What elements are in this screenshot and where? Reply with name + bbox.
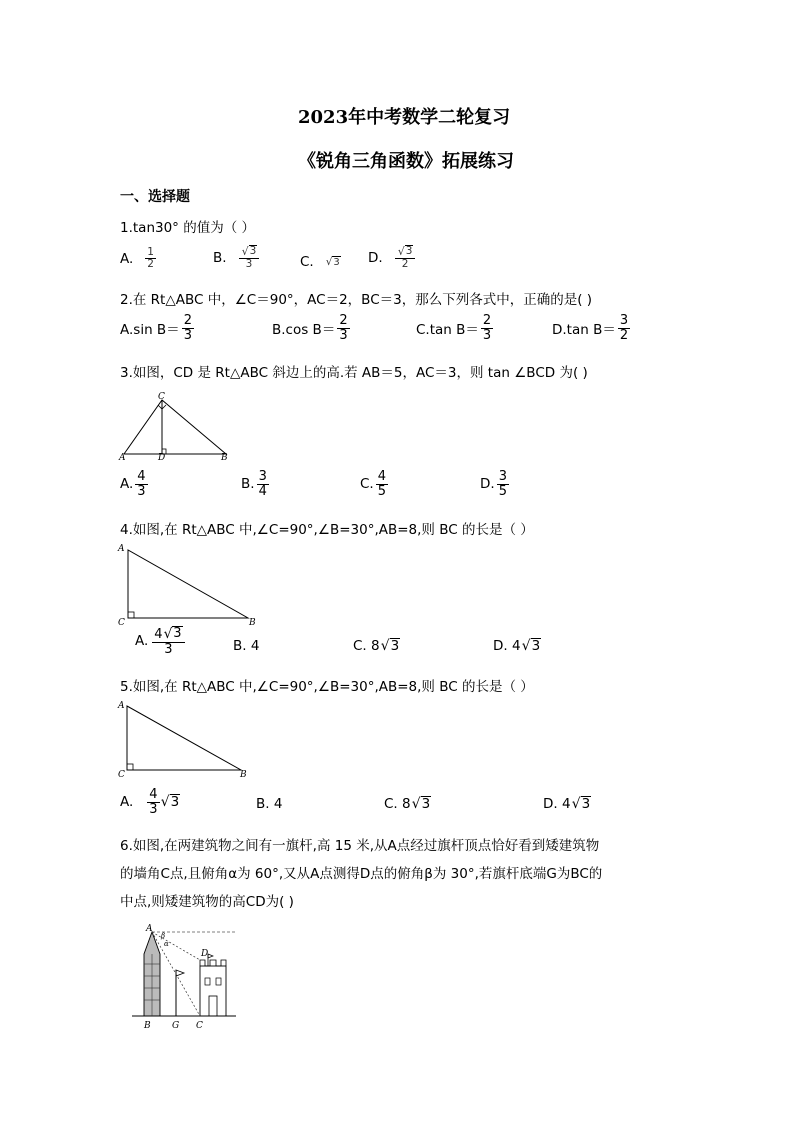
option-a-fraction: $\frac{2}{3}$ [183,313,192,343]
question-2-option-c [416,314,493,342]
option-d-fraction: √ 3 2 [395,245,416,270]
page-subtitle: 《锐角三角函数》拓展练习 [298,151,514,172]
question-5-stem: 5.如图,在 Rt△ABC 中,∠C=90°,∠B=30°,AB=8,则 BC 的长是（ ） [120,679,534,695]
option-c-label: C. [300,254,314,270]
question-3-option-a [120,470,148,498]
option-a-label: A. [120,250,134,267]
question-5-option-c [384,796,431,812]
label-a: A [119,453,126,462]
option-a-label: A. [135,633,149,650]
option-d-label: D. [368,249,383,266]
question-3-figure [118,390,238,462]
label-b: B [249,618,256,628]
label-c: C [196,1021,203,1031]
question-3-stem: 3.如图，CD 是 Rt△ABC 斜边上的高.若 AB＝5，AC＝3，则 tan ∠BCD 为( ) [120,365,588,381]
question-5-option-d [543,796,591,812]
label-b: B [240,770,247,780]
label-b: B [144,1021,151,1031]
question-6-line-3: 中点,则矮建筑物的高CD为( ) [120,894,294,910]
label-d: D [158,453,166,462]
option-a-label: A.sin B＝ [120,322,180,339]
question-4-option-a [135,626,185,656]
option-d-root: √ 3 [521,638,541,655]
label-a: A [118,544,125,554]
option-c-fraction: $\frac{2}{3}$ [482,313,492,343]
label-c: C [118,770,125,780]
question-1-option-b [213,245,259,270]
option-c-root: √ 3 [380,638,400,655]
option-b-label: B. 4 [256,796,283,812]
label-a: A [118,701,125,711]
label-alpha: α [164,940,169,948]
label-c: C [158,392,165,402]
option-a-fraction: $\frac{4}{3}$ [149,787,158,817]
question-6-line-1: 6.如图,在两建筑物之间有一旗杆,高 15 米,从A点经过旗杆顶点恰好看到矮建筑物 [120,838,600,854]
question-3-option-c [360,470,388,498]
option-c-fraction: $\frac{4}{5}$ [377,469,386,499]
option-c-label: C.tan B＝ [416,322,479,339]
option-b-label: B. [241,476,255,493]
question-5-figure [116,698,256,780]
question-2-stem: 2.在 Rt△ABC 中，∠C＝90°，AC＝2，BC＝3，那么下列各式中，正确的是( ) [120,292,593,308]
option-b-fraction: $\frac{2}{3}$ [339,313,348,343]
option-d-fraction: $\frac{3}{5}$ [498,469,507,499]
label-b: B [221,453,228,462]
question-4-option-d [493,638,541,654]
option-b-label: B.cos B＝ [272,322,336,339]
question-2-option-d [552,314,630,342]
option-c-root: √ 3 [325,256,340,268]
option-a-fraction: $\frac{4}{3}$ [137,469,146,499]
option-a-root: √ 3 [160,794,180,811]
option-d-fraction: $\frac{3}{2}$ [619,313,629,343]
question-1-option-c [300,254,341,270]
question-6-line-2: 的墙角C点,且俯角α为 60°,又从A点测得D点的俯角β为 30°,若旗杆底端G为BC的 [120,866,603,882]
option-b-label: B. 4 [233,638,260,654]
question-3-option-d [480,470,509,498]
option-a-fraction: $\frac{1}{2}$ [147,246,154,271]
question-5-option-b [256,796,282,812]
option-d-label: D.tan B＝ [552,322,616,339]
page-title: 2023年中考数学二轮复习 [298,107,511,128]
question-4-option-b [233,638,259,654]
option-b-fraction: $\frac{3}{4}$ [258,469,267,499]
question-4-stem: 4.如图,在 Rt△ABC 中,∠C=90°,∠B=30°,AB=8,则 BC 的长是（ ） [120,522,534,538]
option-a-label: A. [120,794,134,811]
option-c-label: C. [360,476,374,493]
question-1-stem: 1.tan30° 的值为（ ） [120,220,256,236]
option-c-root: √ 3 [411,796,431,813]
question-5-option-a [120,788,180,816]
label-beta: β [161,932,166,940]
option-d-label: D. [480,476,495,493]
label-c: C [118,618,125,628]
section-heading: 一、选择题 [120,189,190,205]
question-4-option-c [353,638,400,654]
question-1-option-a [120,247,156,270]
option-a-label: A. [120,476,134,493]
label-a: A [146,924,153,934]
option-c-label: C. 8 [384,796,411,812]
label-d: D [201,949,209,959]
question-2-option-a [120,314,194,342]
question-4-figure [116,540,266,628]
label-g: G [172,1021,180,1031]
option-a-fraction: 4 √ 3 3 [152,626,184,656]
option-b-label: B. [213,249,227,266]
question-3-option-b [241,470,269,498]
option-d-label: D. 4 [543,796,571,812]
question-6-figure [128,924,240,1032]
option-b-fraction: √ 3 3 [239,245,260,270]
question-2-option-b [272,314,350,342]
option-c-label: C. 8 [353,638,380,654]
option-d-root: √ 3 [571,796,591,813]
question-1-option-d [368,245,415,270]
option-d-label: D. 4 [493,638,521,654]
